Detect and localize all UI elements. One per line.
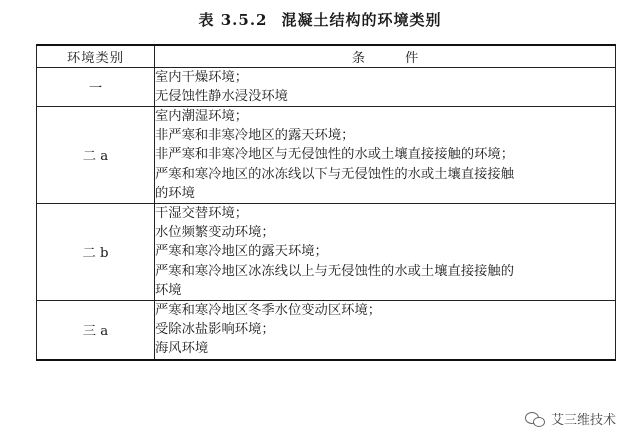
condition-line: 的环境 xyxy=(155,185,195,201)
header-condition xyxy=(155,45,616,67)
header-condition-char-2: 件 xyxy=(405,50,419,66)
condition-line: 室内潮湿环境； xyxy=(155,108,249,124)
environment-category-table xyxy=(36,44,616,361)
condition-line: 非严寒和非寒冷地区与无侵蚀性的水或土壤直接接触的环境； xyxy=(155,147,515,163)
condition-line: 环境 xyxy=(155,282,182,298)
watermark-text: 艾三维技术 xyxy=(550,413,616,428)
table-row xyxy=(37,106,616,203)
table-title: 混凝土结构的环境类别 xyxy=(281,11,442,29)
category-cell: 二 a xyxy=(37,106,155,203)
table-header-row xyxy=(37,45,616,67)
condition-cell xyxy=(155,300,616,359)
condition-line: 室内干燥环境； xyxy=(155,69,249,85)
category-cell: 一 xyxy=(37,67,155,106)
condition-line: 严寒和寒冷地区冰冻线以上与无侵蚀性的水或土壤直接接触的 xyxy=(155,263,515,279)
table-row xyxy=(37,203,616,300)
watermark xyxy=(525,409,616,428)
wechat-icon xyxy=(525,411,545,427)
condition-cell xyxy=(155,203,616,300)
condition-cell xyxy=(155,106,616,203)
table-row xyxy=(37,300,616,359)
condition-line: 严寒和寒冷地区冬季水位变动区环境； xyxy=(155,302,382,318)
header-category: 环境类别 xyxy=(37,45,155,67)
category-cell: 三 a xyxy=(37,300,155,359)
table-number: 表 3.5.2 xyxy=(198,11,268,29)
condition-line: 干湿交替环境； xyxy=(155,205,249,221)
condition-line: 海风环境 xyxy=(155,341,209,357)
table-row xyxy=(37,67,616,106)
category-cell: 二 b xyxy=(37,203,155,300)
condition-line: 无侵蚀性静水浸没环境 xyxy=(155,88,288,104)
condition-line: 非严寒和非寒冷地区的露天环境； xyxy=(155,128,355,144)
condition-line: 受除冰盐影响环境； xyxy=(155,322,275,338)
header-condition-char-1: 条 xyxy=(351,50,365,66)
table-caption xyxy=(0,9,640,30)
condition-line: 严寒和寒冷地区的冰冻线以下与无侵蚀性的水或土壤直接接触 xyxy=(155,166,515,182)
condition-line: 水位频繁变动环境； xyxy=(155,225,275,241)
condition-line: 严寒和寒冷地区的露天环境； xyxy=(155,244,328,260)
condition-cell xyxy=(155,67,616,106)
